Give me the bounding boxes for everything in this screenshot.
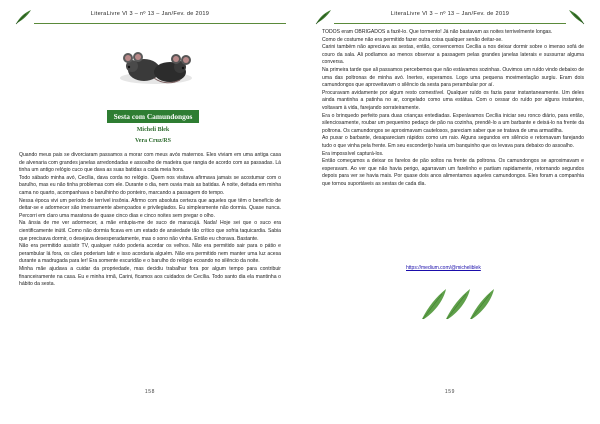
page-number: 159 [444,389,456,395]
paragraph: Era impossível capturá-los. [322,150,384,157]
paragraph: Então começamos a deixar os farelos de pão soltos na frente da poltrona. Os camundongos se aproximavam e esperavam. Ao ver que não havia perigo, agarravam um farelinho e partiam rapidamente, retornando segundos depois para ver se havia mais. Por quase dois anos alimentamos aqueles camundongos. Eles foram a companhia que tornou suportáveis as sestas de cada dia. [322,158,584,187]
green-feathers-image [418,285,498,321]
paragraph: Era o brinquedo perfeito para duas crianças entediadas. Esperávamos Cecília iniciar seu ronco diário, para então, silenciosamente, roubar um pequenino pedaço de pão na cozinha, prendê-lo a um barbante e deixá-lo na frente da poltrona. Os camundongos se aproximavam cautelosos, pareciam saber que se tratava de uma armadilha. [322,112,584,134]
story-text-left [19,152,281,289]
paragraph: Carini também não apreciava as sestas, então, convencemos Cecília a nos deixar dormir sobre o imenso sofá de couro da sala. Ali podíamos ao menos observar a passagem pelas grandes janelas laterais e sussurrar alguma conversa. [322,44,584,66]
running-title: LiteraLivre Vl 3 – nº 13 – Jan/Fev. de 2019 [90,11,210,17]
header-rule [334,23,566,24]
page-number: 158 [144,389,156,395]
paragraph: Todo sábado minha avó, Cecília, dava corda no relógio. Quem nos visitava afirmava jamais se acostumar com o barulho, mas eu não tinha problemas com ele. Durante o dia, nem ouvia mais as batidas. À noite, deitada em minha cama no quarto, acompanhava o barulhinho do ponteiro, marcando a passagem do tempo. [19,174,281,196]
paragraph: Ao puxar o barbante, desapareciam rápidos como um raio. Alguns segundos em silêncio e retornavam farejando tudo o que vinha pela frente. Em seu esconderijo havia um banquinho que os levava para debaixo do assoalho. [322,135,584,149]
story-text-right [322,29,584,188]
paragraph: Na ânsia de me ver adormecer, a mãe entupia-me de suco de maracujá. Nada! Hoje sei que o suco era cientificamente inútil. Como não dormia ficava em um estado de ansiedade tão crítico que sofria taquicardia. Sabia que precisava dormir, o desejava desesperadamente, mas o sono não vinha. Então eu chorava. Bastante. [19,220,281,242]
author-profile-link[interactable]: https://medium.com/@micheliblek [406,265,481,271]
author-name: Micheli Blek [136,127,170,133]
paragraph: TODOS eram OBRIGADOS a fazê-lo. Que tormento! Já não bastavam as noites terrivelmente longas. [322,29,553,35]
paragraph: Minha mãe ajudava a cuidar da propriedade, mas decidiu trabalhar fora por algum tempo para contribuir financeiramente na casa. Eu e minha irmã, Carini, ficamos aos cuidados de Cecília. Todo santo dia ela mantinha o hábito da sesta. [19,265,281,288]
running-title: LiteraLivre Vl 3 – nº 13 – Jan/Fev. de 2019 [390,11,510,17]
paragraph: Na primeira tarde que ali passamos percebemos que não estávamos sozinhas. Ouvimos um ruído vindo debaixo de uma das poltronas de minha avó. Inertes, esperamos. Logo uma pequena movimentação surgiu. Eram dois camundongos que aproveitavam o silêncio da sesta para perambular por aí. [322,66,584,89]
paragraph: Não era permitido assistir TV, qualquer ruído poderia acordar os velhos. Não era permitido sair para o pátio e perambular lá fora, os cães poderiam latir e isso acordaria alguém. Não era permitido nem manter uma luz acesa durante a madrugada para ler! Era somente escuridão e o barulho do relógio ecoando no silêncio da noite. [19,243,281,265]
running-header [0,9,300,23]
author-city: Vera Cruz/RS [135,138,171,144]
two-mice-image [118,40,194,90]
paragraph: Como de costume não era permitido fazer outra coisa qualquer senão deitar-se. [322,36,503,43]
paragraph: Procuravam avidamente por algum resto comestível. Qualquer ruído os fazia parar instantaneamente. Um deles ainda mantinha a patinha no ar, congelado como uma estátua. Com o cessar do ruído por alguns instantes, voltavam à vida, farejando sorrateiramente. [322,89,584,111]
header-rule [34,23,286,24]
paragraph: Quando meus pais se divorciaram passamos a morar com meus avós maternos. Eles viviam em uma antiga casa de alvenaria com grandes janelas arredondadas e assoalho de madeira que rangia de acordo com as passadas. Lá tinha um antigo relógio cuco que dava as suas batidas a cada meia hora. [19,152,281,174]
story-title: Sesta com Camundongos [107,110,199,123]
paragraph: Nessa época vivi um período de terrível insônia. Afirmo com absoluta certeza que aqueles que têm o benefício de deitar-se e adormecer são imensamente abençoados e privilegiados. Eu simplesmente não dormia. Quase nunca. Percorri em claro uma maratona de quase cinco dias e cinco noites sem pregar o olho. [19,197,281,219]
running-header [300,9,600,23]
right-page [300,0,600,424]
